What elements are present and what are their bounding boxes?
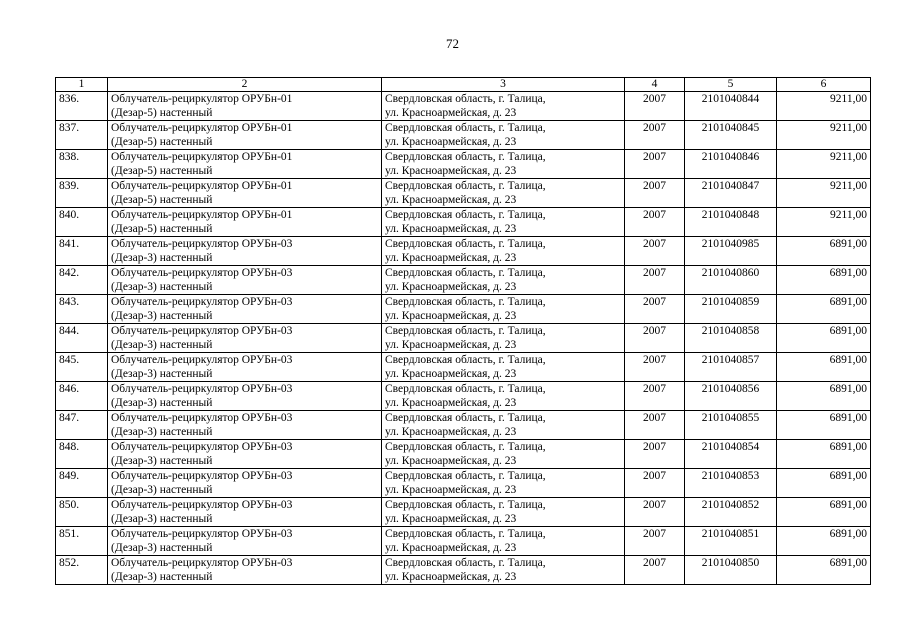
table-row [56, 527, 871, 556]
item-year-text: 2007 [643, 209, 666, 221]
row-number [56, 266, 108, 295]
row-number-text: 846. [59, 383, 80, 395]
item-cost [777, 266, 871, 295]
item-name-line-2: (Дезар-3) настенный [111, 571, 213, 583]
table-row [56, 150, 871, 179]
row-number [56, 121, 108, 150]
item-name [108, 121, 382, 150]
item-name-line-2: (Дезар-3) настенный [111, 368, 213, 380]
table-row [56, 92, 871, 121]
item-inventory-number [685, 179, 777, 208]
item-name-line-1: Облучатель-рециркулятор ОРУБн-03 [111, 528, 293, 540]
item-cost [777, 411, 871, 440]
item-address [382, 324, 625, 353]
item-inventory-number [685, 92, 777, 121]
item-year [625, 295, 685, 324]
item-name-line-2: (Дезар-5) настенный [111, 165, 213, 177]
item-address-line-2: ул. Красноармейская, д. 23 [385, 252, 517, 264]
item-address-line-1: Свердловская область, г. Талица, [385, 296, 546, 308]
item-name-line-2: (Дезар-3) настенный [111, 339, 213, 351]
item-address [382, 498, 625, 527]
item-cost-text: 6891,00 [829, 412, 867, 424]
item-name-line-2: (Дезар-3) настенный [111, 484, 213, 496]
item-address [382, 382, 625, 411]
item-year-text: 2007 [643, 441, 666, 453]
item-name-line-1: Облучатель-рециркулятор ОРУБн-03 [111, 354, 293, 366]
item-name-line-2: (Дезар-3) настенный [111, 426, 213, 438]
item-address-line-2: ул. Красноармейская, д. 23 [385, 281, 517, 293]
item-inventory-number [685, 469, 777, 498]
item-name [108, 353, 382, 382]
item-inventory-number-text: 2101040847 [701, 180, 760, 192]
item-address-line-2: ул. Красноармейская, д. 23 [385, 339, 517, 351]
item-name-line-1: Облучатель-рециркулятор ОРУБн-01 [111, 209, 293, 221]
item-inventory-number [685, 498, 777, 527]
item-inventory-number [685, 150, 777, 179]
item-year [625, 150, 685, 179]
item-inventory-number [685, 266, 777, 295]
table-header-row [56, 78, 871, 92]
item-address [382, 237, 625, 266]
item-year-text: 2007 [643, 267, 666, 279]
item-inventory-number [685, 324, 777, 353]
row-number [56, 237, 108, 266]
table-row [56, 498, 871, 527]
item-inventory-number-text: 2101040860 [701, 267, 760, 279]
item-inventory-number-text: 2101040845 [701, 122, 760, 134]
item-address-line-1: Свердловская область, г. Талица, [385, 441, 546, 453]
item-name-line-2: (Дезар-5) настенный [111, 223, 213, 235]
item-year [625, 556, 685, 585]
item-address-line-1: Свердловская область, г. Талица, [385, 93, 546, 105]
table-row [56, 179, 871, 208]
item-name [108, 92, 382, 121]
item-address [382, 411, 625, 440]
item-address [382, 295, 625, 324]
item-address-line-1: Свердловская область, г. Талица, [385, 528, 546, 540]
row-number-text: 851. [59, 528, 80, 540]
item-inventory-number-text: 2101040848 [701, 209, 760, 221]
row-number [56, 150, 108, 179]
item-address [382, 92, 625, 121]
item-year [625, 208, 685, 237]
row-number-text: 844. [59, 325, 80, 337]
item-address-line-2: ул. Красноармейская, д. 23 [385, 165, 517, 177]
row-number [56, 92, 108, 121]
item-inventory-number-text: 2101040985 [701, 238, 760, 250]
item-inventory-number-text: 2101040858 [701, 325, 760, 337]
item-cost-text: 6891,00 [829, 499, 867, 511]
item-name-line-1: Облучатель-рециркулятор ОРУБн-03 [111, 499, 293, 511]
item-cost [777, 121, 871, 150]
item-inventory-number-text: 2101040857 [701, 354, 760, 366]
item-inventory-number [685, 295, 777, 324]
item-name-line-1: Облучатель-рециркулятор ОРУБн-01 [111, 180, 293, 192]
item-address-line-1: Свердловская область, г. Талица, [385, 122, 546, 134]
item-address-line-1: Свердловская область, г. Талица, [385, 238, 546, 250]
row-number-text: 847. [59, 412, 80, 424]
item-cost-text: 9211,00 [830, 180, 867, 192]
item-cost [777, 295, 871, 324]
item-name-line-1: Облучатель-рециркулятор ОРУБн-01 [111, 122, 293, 134]
item-address-line-2: ул. Красноармейская, д. 23 [385, 426, 517, 438]
item-year [625, 324, 685, 353]
registry-table [55, 77, 871, 585]
item-inventory-number [685, 237, 777, 266]
item-name-line-2: (Дезар-5) настенный [111, 136, 213, 148]
item-name [108, 440, 382, 469]
item-year [625, 266, 685, 295]
item-year-text: 2007 [643, 528, 666, 540]
item-address-line-1: Свердловская область, г. Талица, [385, 383, 546, 395]
table-row [56, 295, 871, 324]
item-cost-text: 6891,00 [829, 383, 867, 395]
item-cost [777, 556, 871, 585]
row-number [56, 469, 108, 498]
item-cost-text: 6891,00 [829, 238, 867, 250]
item-name-line-2: (Дезар-3) настенный [111, 397, 213, 409]
item-cost [777, 527, 871, 556]
item-year-text: 2007 [643, 412, 666, 424]
item-address-line-1: Свердловская область, г. Талица, [385, 209, 546, 221]
item-cost-text: 6891,00 [829, 441, 867, 453]
item-address-line-2: ул. Красноармейская, д. 23 [385, 397, 517, 409]
item-address [382, 353, 625, 382]
item-address-line-2: ул. Красноармейская, д. 23 [385, 542, 517, 554]
item-cost [777, 324, 871, 353]
row-number-text: 843. [59, 296, 80, 308]
item-name-line-1: Облучатель-рециркулятор ОРУБн-03 [111, 296, 293, 308]
item-name [108, 556, 382, 585]
item-year-text: 2007 [643, 122, 666, 134]
item-inventory-number-text: 2101040850 [701, 557, 760, 569]
item-inventory-number [685, 440, 777, 469]
column-header-address: 3 [382, 78, 625, 92]
item-name [108, 179, 382, 208]
item-name-line-2: (Дезар-3) настенный [111, 310, 213, 322]
table-row [56, 469, 871, 498]
item-year [625, 527, 685, 556]
table-row [56, 208, 871, 237]
item-name-line-1: Облучатель-рециркулятор ОРУБн-03 [111, 238, 293, 250]
item-address-line-2: ул. Красноармейская, д. 23 [385, 107, 517, 119]
item-address [382, 179, 625, 208]
item-address-line-2: ул. Красноармейская, д. 23 [385, 310, 517, 322]
item-name [108, 527, 382, 556]
item-address-line-2: ул. Красноармейская, д. 23 [385, 136, 517, 148]
item-cost-text: 6891,00 [829, 267, 867, 279]
item-year [625, 440, 685, 469]
item-inventory-number-text: 2101040859 [701, 296, 760, 308]
item-cost-text: 6891,00 [829, 470, 867, 482]
item-name-line-2: (Дезар-3) настенный [111, 455, 213, 467]
item-address-line-1: Свердловская область, г. Талица, [385, 412, 546, 424]
item-address [382, 556, 625, 585]
item-cost [777, 237, 871, 266]
item-address [382, 266, 625, 295]
table-row [56, 237, 871, 266]
item-name [108, 411, 382, 440]
item-inventory-number [685, 208, 777, 237]
item-address-line-2: ул. Красноармейская, д. 23 [385, 368, 517, 380]
column-header-inventory-number: 5 [685, 78, 777, 92]
item-year-text: 2007 [643, 180, 666, 192]
item-cost [777, 440, 871, 469]
item-inventory-number [685, 121, 777, 150]
table-row [56, 382, 871, 411]
item-name-line-1: Облучатель-рециркулятор ОРУБн-03 [111, 383, 293, 395]
item-year-text: 2007 [643, 151, 666, 163]
row-number [56, 295, 108, 324]
column-header-year: 4 [625, 78, 685, 92]
table-row [56, 440, 871, 469]
item-name-line-1: Облучатель-рециркулятор ОРУБн-03 [111, 470, 293, 482]
item-inventory-number [685, 411, 777, 440]
item-cost [777, 208, 871, 237]
item-cost [777, 353, 871, 382]
item-address-line-2: ул. Красноармейская, д. 23 [385, 194, 517, 206]
item-name-line-2: (Дезар-5) настенный [111, 107, 213, 119]
item-name-line-2: (Дезар-3) настенный [111, 252, 213, 264]
item-inventory-number [685, 382, 777, 411]
row-number-text: 845. [59, 354, 80, 366]
item-address-line-2: ул. Красноармейская, д. 23 [385, 223, 517, 235]
item-cost [777, 179, 871, 208]
item-year-text: 2007 [643, 238, 666, 250]
item-address-line-2: ул. Красноармейская, д. 23 [385, 571, 517, 583]
row-number-text: 849. [59, 470, 80, 482]
row-number [56, 440, 108, 469]
row-number-text: 842. [59, 267, 80, 279]
item-address-line-1: Свердловская область, г. Талица, [385, 180, 546, 192]
row-number [56, 527, 108, 556]
item-address-line-1: Свердловская область, г. Талица, [385, 267, 546, 279]
table-row [56, 121, 871, 150]
item-inventory-number-text: 2101040851 [701, 528, 760, 540]
item-name-line-1: Облучатель-рециркулятор ОРУБн-03 [111, 325, 293, 337]
table-row [56, 353, 871, 382]
column-header-name: 2 [108, 78, 382, 92]
table-row [56, 411, 871, 440]
item-cost-text: 6891,00 [829, 528, 867, 540]
item-cost-text: 9211,00 [830, 209, 867, 221]
item-cost-text: 6891,00 [829, 325, 867, 337]
item-cost [777, 498, 871, 527]
item-inventory-number-text: 2101040846 [701, 151, 760, 163]
table-row [56, 266, 871, 295]
item-address [382, 440, 625, 469]
row-number [56, 324, 108, 353]
item-name-line-1: Облучатель-рециркулятор ОРУБн-03 [111, 267, 293, 279]
row-number [56, 179, 108, 208]
item-inventory-number-text: 2101040855 [701, 412, 760, 424]
item-inventory-number [685, 353, 777, 382]
row-number [56, 498, 108, 527]
item-cost [777, 469, 871, 498]
row-number-text: 836. [59, 93, 80, 105]
item-name [108, 237, 382, 266]
row-number-text: 837. [59, 122, 80, 134]
item-address-line-1: Свердловская область, г. Талица, [385, 151, 546, 163]
item-year [625, 179, 685, 208]
item-cost-text: 6891,00 [829, 296, 867, 308]
item-year-text: 2007 [643, 325, 666, 337]
item-year-text: 2007 [643, 354, 666, 366]
item-year-text: 2007 [643, 93, 666, 105]
item-inventory-number-text: 2101040853 [701, 470, 760, 482]
item-address-line-1: Свердловская область, г. Талица, [385, 470, 546, 482]
page-number: 72 [446, 36, 459, 51]
row-number-text: 848. [59, 441, 80, 453]
item-inventory-number [685, 527, 777, 556]
item-address [382, 121, 625, 150]
row-number [56, 382, 108, 411]
item-cost-text: 9211,00 [830, 122, 867, 134]
item-address-line-2: ул. Красноармейская, д. 23 [385, 484, 517, 496]
row-number-text: 850. [59, 499, 80, 511]
item-name [108, 382, 382, 411]
item-address-line-2: ул. Красноармейская, д. 23 [385, 455, 517, 467]
item-name [108, 208, 382, 237]
item-year [625, 353, 685, 382]
item-name [108, 295, 382, 324]
item-year [625, 469, 685, 498]
item-cost [777, 150, 871, 179]
row-number-text: 840. [59, 209, 80, 221]
row-number-text: 841. [59, 238, 80, 250]
item-address [382, 208, 625, 237]
item-name-line-2: (Дезар-3) настенный [111, 513, 213, 525]
item-name [108, 324, 382, 353]
row-number [56, 556, 108, 585]
item-year [625, 498, 685, 527]
item-address-line-1: Свердловская область, г. Талица, [385, 325, 546, 337]
item-name-line-2: (Дезар-5) настенный [111, 194, 213, 206]
table-row [56, 324, 871, 353]
item-inventory-number [685, 556, 777, 585]
item-inventory-number-text: 2101040844 [701, 93, 760, 105]
item-name-line-2: (Дезар-3) настенный [111, 281, 213, 293]
item-cost-text: 9211,00 [830, 151, 867, 163]
item-year-text: 2007 [643, 383, 666, 395]
item-year [625, 92, 685, 121]
item-year [625, 382, 685, 411]
item-year-text: 2007 [643, 470, 666, 482]
column-header-cost: 6 [777, 78, 871, 92]
item-name [108, 266, 382, 295]
item-address [382, 150, 625, 179]
item-cost-text: 9211,00 [830, 93, 867, 105]
item-name [108, 469, 382, 498]
item-year [625, 121, 685, 150]
item-name [108, 498, 382, 527]
row-number [56, 411, 108, 440]
item-cost [777, 92, 871, 121]
item-year-text: 2007 [643, 557, 666, 569]
item-address [382, 469, 625, 498]
table-row [56, 556, 871, 585]
item-year-text: 2007 [643, 499, 666, 511]
item-name-line-2: (Дезар-3) настенный [111, 542, 213, 554]
column-header-number: 1 [56, 78, 108, 92]
item-address-line-1: Свердловская область, г. Талица, [385, 557, 546, 569]
item-cost-text: 6891,00 [829, 557, 867, 569]
item-address-line-1: Свердловская область, г. Талица, [385, 354, 546, 366]
item-address-line-1: Свердловская область, г. Талица, [385, 499, 546, 511]
item-name-line-1: Облучатель-рециркулятор ОРУБн-03 [111, 441, 293, 453]
item-name-line-1: Облучатель-рециркулятор ОРУБн-03 [111, 557, 293, 569]
item-year [625, 237, 685, 266]
item-inventory-number-text: 2101040852 [701, 499, 760, 511]
row-number-text: 838. [59, 151, 80, 163]
item-name-line-1: Облучатель-рециркулятор ОРУБн-01 [111, 151, 293, 163]
row-number-text: 839. [59, 180, 80, 192]
row-number [56, 208, 108, 237]
item-year [625, 411, 685, 440]
item-year-text: 2007 [643, 296, 666, 308]
item-address-line-2: ул. Красноармейская, д. 23 [385, 513, 517, 525]
row-number-text: 852. [59, 557, 80, 569]
item-name-line-1: Облучатель-рециркулятор ОРУБн-03 [111, 412, 293, 424]
item-inventory-number-text: 2101040854 [701, 441, 760, 453]
row-number [56, 353, 108, 382]
item-name-line-1: Облучатель-рециркулятор ОРУБн-01 [111, 93, 293, 105]
item-address [382, 527, 625, 556]
item-cost-text: 6891,00 [829, 354, 867, 366]
item-inventory-number-text: 2101040856 [701, 383, 760, 395]
item-cost [777, 382, 871, 411]
item-name [108, 150, 382, 179]
